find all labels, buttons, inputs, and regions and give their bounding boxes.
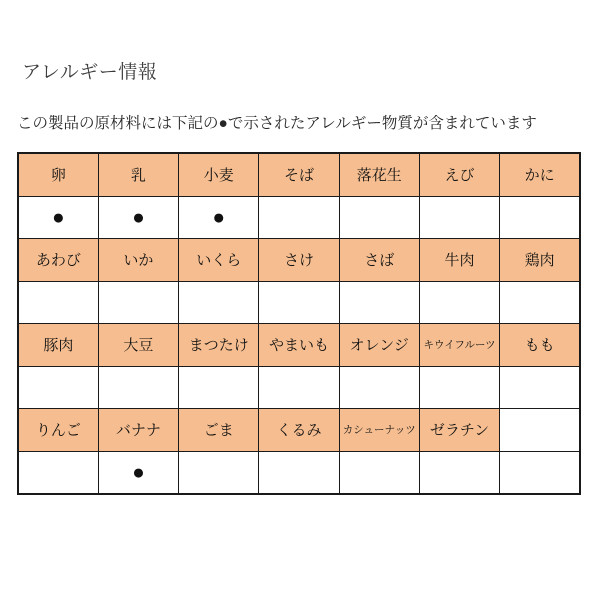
allergen-header-cell: いか <box>98 239 178 282</box>
allergen-mark-cell-empty <box>419 196 499 239</box>
allergen-mark-cell-empty <box>419 451 499 494</box>
allergen-mark-cell-empty <box>500 196 580 239</box>
allergen-mark-row <box>18 451 580 494</box>
allergen-mark-cell-empty <box>500 281 580 324</box>
allergen-header-cell: ごま <box>179 409 259 452</box>
allergen-header-cell: さけ <box>259 239 339 282</box>
allergen-header-row <box>18 324 580 367</box>
page-title: アレルギー情報 <box>22 62 158 83</box>
allergen-mark-row <box>18 281 580 324</box>
allergen-header-row <box>18 153 580 196</box>
allergen-mark-cell-empty <box>339 281 419 324</box>
allergen-mark-cell-empty <box>18 451 98 494</box>
allergen-header-cell: やまいも <box>259 324 339 367</box>
allergen-header-cell: かに <box>500 153 580 196</box>
allergen-mark-cell-empty <box>179 366 259 409</box>
allergen-header-cell: カシューナッツ <box>339 409 419 452</box>
allergen-mark-cell-empty <box>259 366 339 409</box>
allergen-header-cell: あわび <box>18 239 98 282</box>
allergen-mark-cell-empty <box>98 366 178 409</box>
allergen-mark-row <box>18 196 580 239</box>
allergen-header-cell: えび <box>419 153 499 196</box>
empty-header-cell <box>500 409 580 452</box>
allergen-header-cell: 乳 <box>98 153 178 196</box>
allergen-mark-cell-empty <box>339 451 419 494</box>
allergen-header-cell: まつたけ <box>179 324 259 367</box>
allergen-description-text: この製品の原材料には下記の●で示されたアレルギー物質が含まれています <box>17 115 537 132</box>
allergen-header-cell: 卵 <box>18 153 98 196</box>
allergen-header-cell: さば <box>339 239 419 282</box>
allergen-mark-cell-empty <box>98 281 178 324</box>
allergen-header-cell: 小麦 <box>179 153 259 196</box>
allergen-mark-cell: ● <box>98 451 178 494</box>
allergen-header-cell: オレンジ <box>339 324 419 367</box>
allergen-mark-cell-empty <box>419 366 499 409</box>
allergen-mark-cell-empty <box>18 281 98 324</box>
allergen-header-cell: 牛肉 <box>419 239 499 282</box>
allergen-header-cell: 鶏肉 <box>500 239 580 282</box>
allergen-mark-cell: ● <box>98 196 178 239</box>
allergen-mark-cell-empty <box>18 366 98 409</box>
allergen-table-body <box>18 153 580 494</box>
allergen-table <box>17 152 581 495</box>
allergen-header-cell: くるみ <box>259 409 339 452</box>
allergen-mark-cell: ● <box>18 196 98 239</box>
allergen-header-row <box>18 239 580 282</box>
allergen-header-cell: 落花生 <box>339 153 419 196</box>
allergen-mark-cell-empty <box>179 281 259 324</box>
allergen-header-cell: いくら <box>179 239 259 282</box>
allergen-mark-cell-empty <box>259 281 339 324</box>
allergen-mark-cell-empty <box>500 366 580 409</box>
allergen-mark-cell-empty <box>259 451 339 494</box>
allergen-mark-cell-empty <box>339 366 419 409</box>
allergen-header-cell: ゼラチン <box>419 409 499 452</box>
allergen-mark-row <box>18 366 580 409</box>
allergen-mark-cell-empty <box>339 196 419 239</box>
allergen-header-cell: りんご <box>18 409 98 452</box>
allergen-header-row <box>18 409 580 452</box>
allergen-header-cell: 豚肉 <box>18 324 98 367</box>
allergen-header-cell: バナナ <box>98 409 178 452</box>
allergen-mark-cell-empty <box>179 451 259 494</box>
allergen-mark-cell-empty <box>259 196 339 239</box>
allergen-mark-cell-empty <box>500 451 580 494</box>
allergen-header-cell: もも <box>500 324 580 367</box>
allergen-mark-cell-empty <box>419 281 499 324</box>
allergen-mark-cell: ● <box>179 196 259 239</box>
allergen-header-cell: そば <box>259 153 339 196</box>
allergen-header-cell: 大豆 <box>98 324 178 367</box>
allergen-header-cell: キウイフルーツ <box>419 324 499 367</box>
